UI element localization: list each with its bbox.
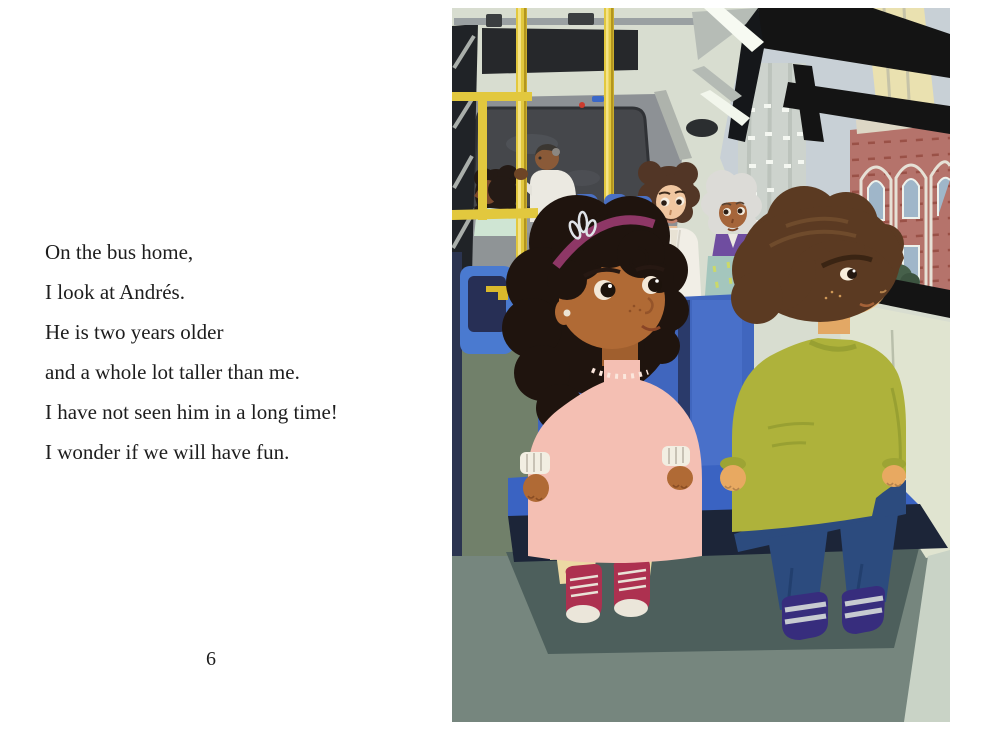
man-hand-on-pole — [514, 168, 528, 180]
ceiling-dome — [686, 119, 718, 137]
girl-hand — [523, 474, 549, 502]
page-number: 6 — [206, 648, 216, 670]
hand-strap — [568, 13, 594, 25]
story-line: I wonder if we will have fun. — [45, 440, 290, 464]
bus-illustration — [452, 8, 950, 722]
boy-hand — [882, 465, 906, 487]
story-line: I have not seen him in a long time! — [45, 400, 338, 424]
stop-light-blue — [592, 96, 604, 102]
story-line: He is two years older — [45, 320, 224, 344]
stop-light-red — [579, 102, 585, 108]
pearl-earring — [564, 310, 571, 317]
hand-strap — [486, 14, 502, 27]
boy-hand — [720, 465, 746, 491]
story-line: I look at Andrés. — [45, 280, 185, 304]
story-line: On the bus home, — [45, 240, 194, 264]
story-text — [45, 232, 445, 472]
luggage-rack — [482, 28, 638, 74]
girl-hand — [667, 466, 693, 490]
story-line: and a whole lot taller than me. — [45, 360, 300, 384]
